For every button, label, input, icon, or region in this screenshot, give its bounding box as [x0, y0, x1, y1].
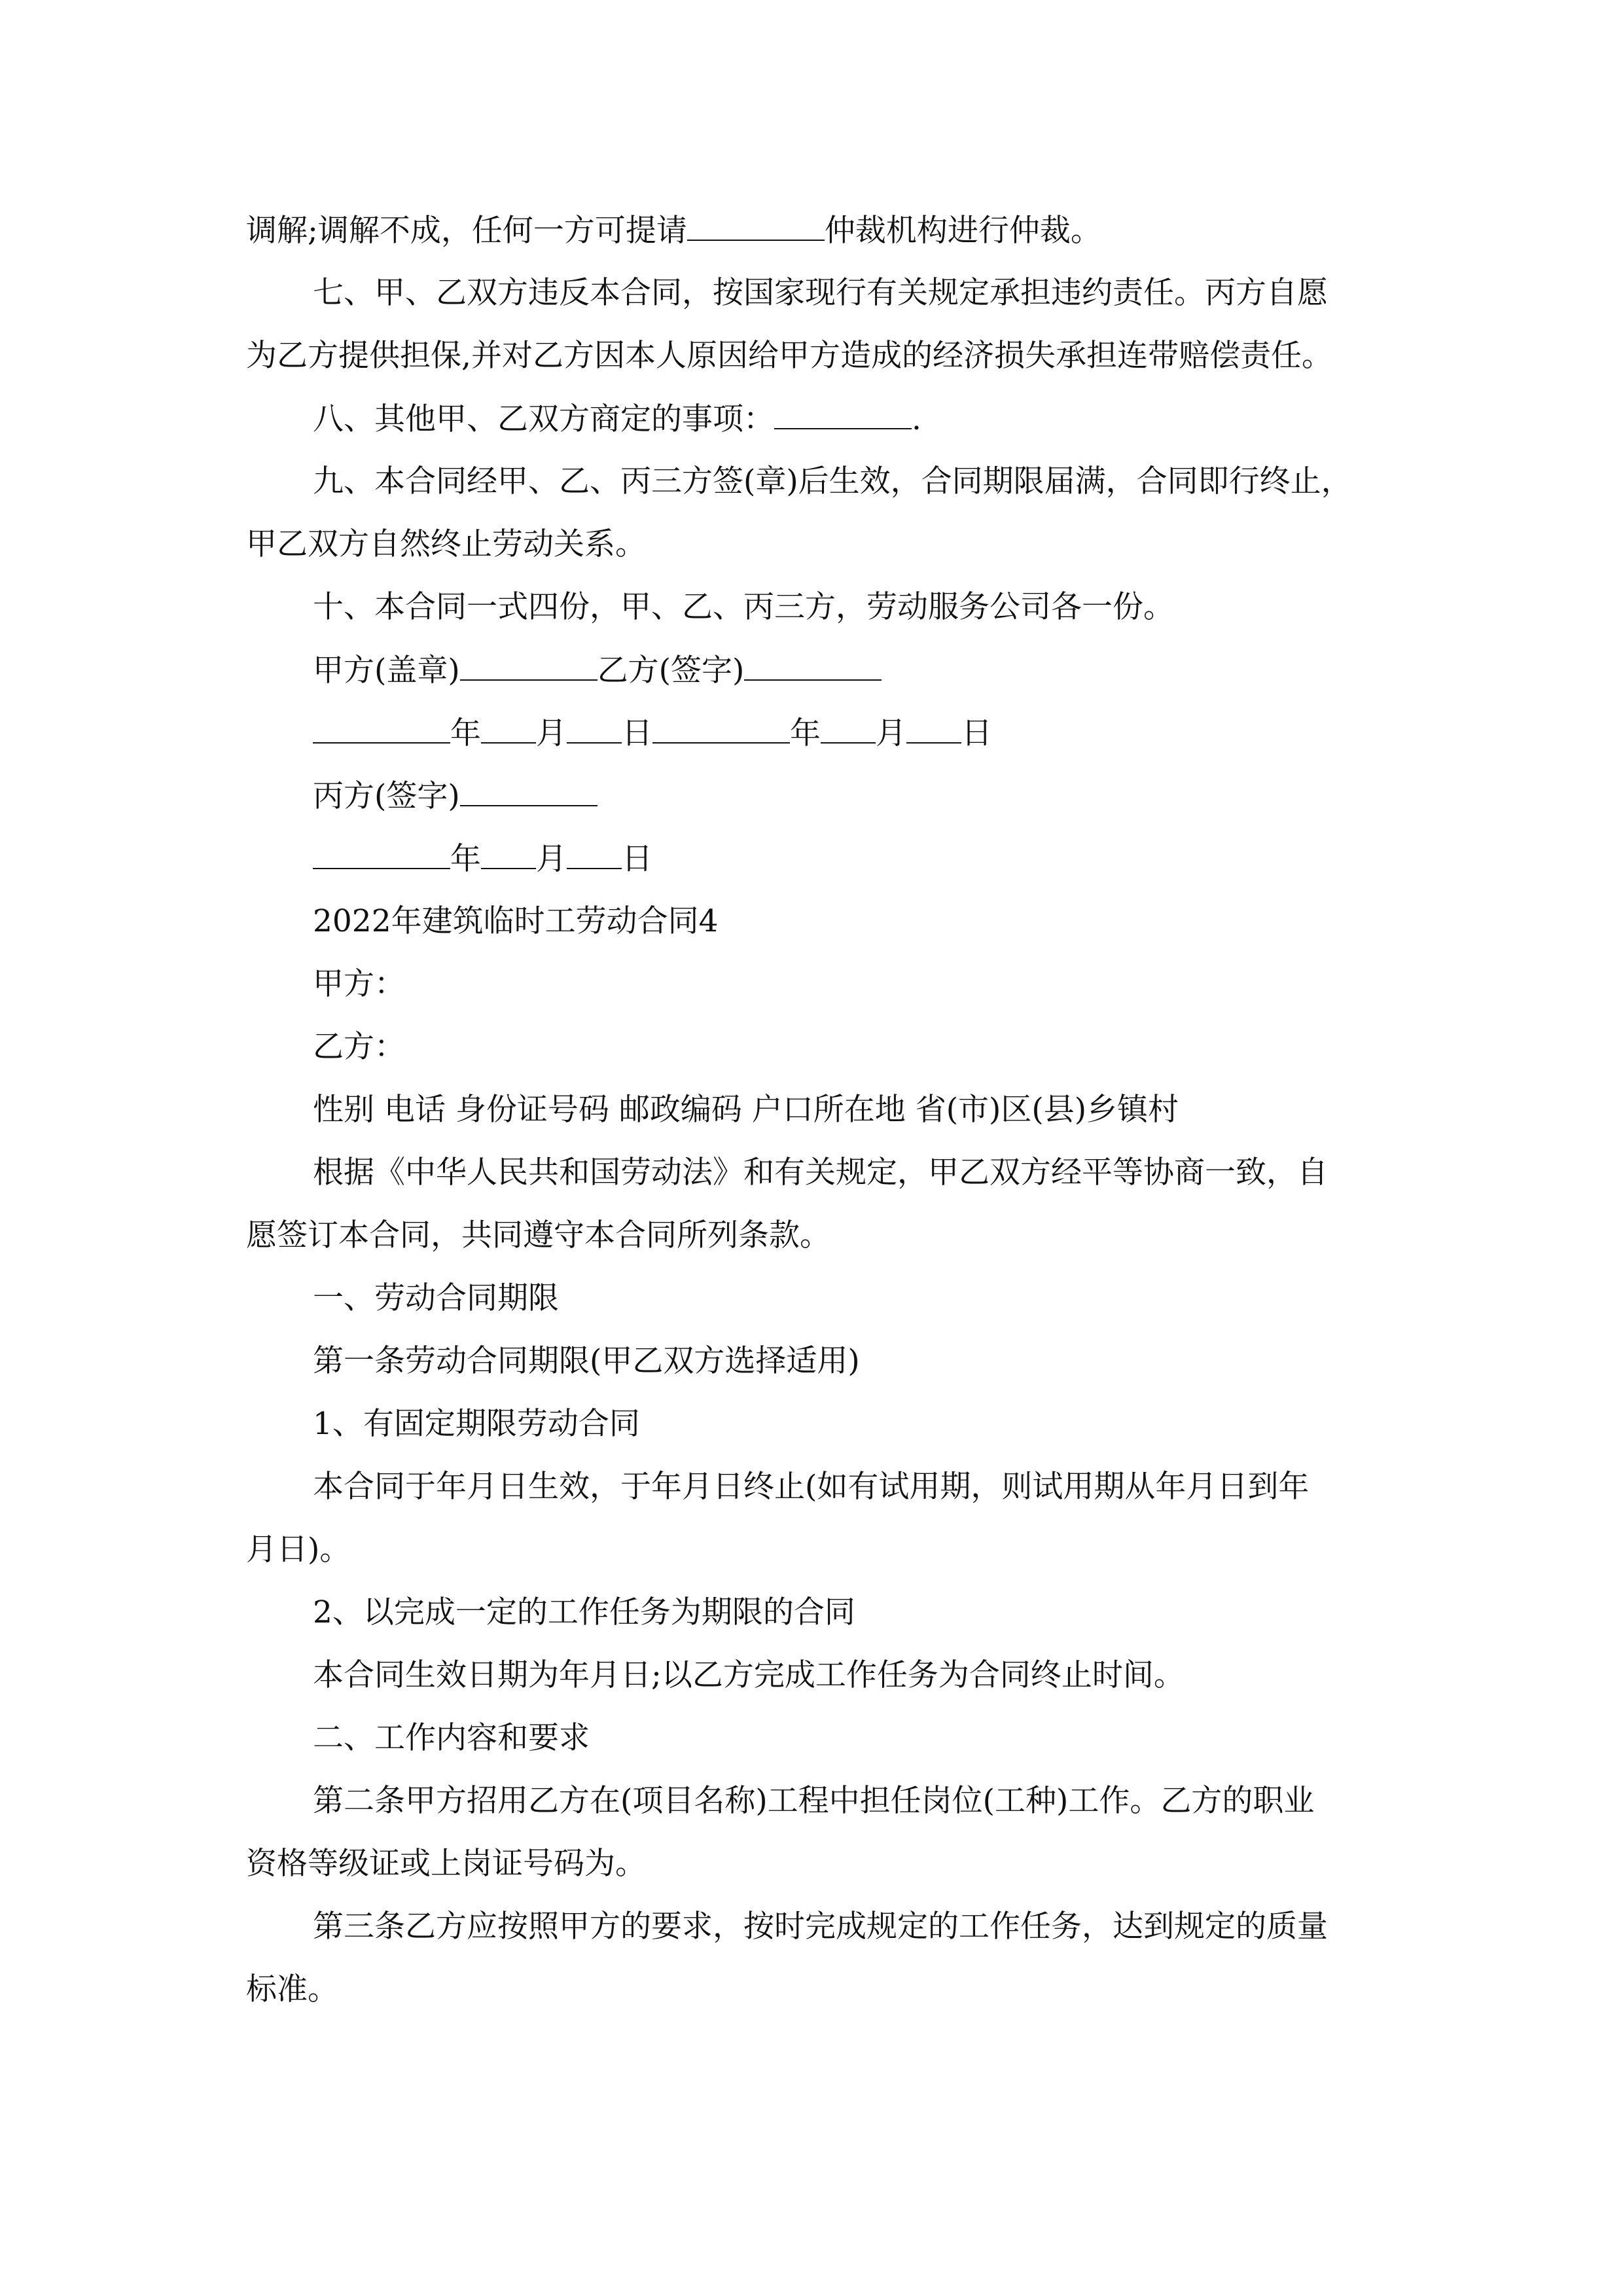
- text: 十、本合同一式四份，甲、乙、丙三方，劳动服务公司各一份。: [313, 589, 1174, 625]
- paragraph-line: [313, 1342, 1484, 1381]
- section-title: [313, 902, 1484, 941]
- paragraph-line: [313, 588, 1484, 627]
- paragraph-line: [313, 1028, 1484, 1067]
- text: 乙方：: [313, 1029, 405, 1065]
- blank-field: [313, 839, 450, 869]
- paragraph-line: [246, 336, 1418, 376]
- day-label: 日: [961, 715, 992, 751]
- text: 月日)。: [246, 1532, 351, 1568]
- paragraph-line: [246, 1970, 1418, 2009]
- text: .: [912, 401, 921, 437]
- text: 二、工作内容和要求: [313, 1720, 590, 1756]
- text: 调解;调解不成，任何一方可提请: [246, 213, 687, 249]
- blank-field: [687, 211, 825, 241]
- heading: [313, 1719, 1484, 1758]
- paragraph-line: [313, 1405, 1484, 1444]
- text: 甲方：: [313, 966, 405, 1002]
- blank-field: [652, 713, 790, 744]
- blank-field: [906, 713, 961, 744]
- paragraph-line: [313, 1656, 1484, 1695]
- paragraph-line: [246, 1530, 1418, 1570]
- text: 第二条甲方招用乙方在(项目名称)工程中担任岗位(工种)工作。乙方的职业: [313, 1783, 1315, 1819]
- year-label: 年: [450, 715, 481, 751]
- text: 本合同生效日期为年月日;以乙方完成工作任务为合同终止时间。: [313, 1657, 1185, 1693]
- text: 2022年建筑临时工劳动合同4: [313, 903, 719, 939]
- party-b-label: 乙方(签字): [597, 653, 745, 689]
- text: 资格等级证或上岗证号码为。: [246, 1846, 646, 1882]
- day-label: 日: [622, 715, 652, 751]
- blank-field: [774, 399, 912, 429]
- blank-field: [460, 776, 597, 806]
- blank-field: [567, 839, 622, 869]
- blank-field: [567, 713, 622, 744]
- text: 七、甲、乙双方违反本合同，按国家现行有关规定承担违约责任。丙方自愿: [313, 275, 1328, 311]
- text: 标准。: [246, 1971, 338, 2007]
- paragraph-line: [313, 1467, 1484, 1507]
- blank-field: [481, 713, 536, 744]
- text: 第三条乙方应按照甲方的要求，按时完成规定的工作任务，达到规定的质量: [313, 1909, 1328, 1945]
- blank-field: [313, 713, 450, 744]
- blank-field: [460, 651, 597, 681]
- text: 1、有固定期限劳动合同: [313, 1406, 640, 1442]
- paragraph-line: [313, 1782, 1484, 1821]
- month-label: 月: [536, 715, 567, 751]
- signature-line: [313, 776, 1484, 816]
- paragraph-line: [313, 1153, 1484, 1193]
- blank-field: [481, 839, 536, 869]
- text: 性别 电话 身份证号码 邮政编码 户口所在地 省(市)区(县)乡镇村: [313, 1092, 1179, 1128]
- paragraph-line: [313, 1090, 1484, 1130]
- month-label: 月: [536, 841, 567, 877]
- text: 仲裁机构进行仲裁。: [824, 213, 1101, 249]
- day-label: 日: [622, 841, 652, 877]
- paragraph-line: [313, 1593, 1484, 1632]
- paragraph-line: [313, 1907, 1484, 1946]
- text: 一、劳动合同期限: [313, 1280, 559, 1316]
- blank-field: [821, 713, 876, 744]
- paragraph-line: [313, 399, 1484, 439]
- heading: [313, 1279, 1484, 1318]
- paragraph-line: [246, 525, 1418, 564]
- text: 九、本合同经甲、乙、丙三方签(章)后生效，合同期限届满，合同即行终止，: [313, 463, 1352, 499]
- paragraph-line: [313, 965, 1484, 1004]
- month-label: 月: [876, 715, 906, 751]
- date-line: [313, 713, 1484, 753]
- paragraph-line: [246, 211, 1418, 251]
- text: 2、以完成一定的工作任务为期限的合同: [313, 1594, 855, 1630]
- text: 第一条劳动合同期限(甲乙双方选择适用): [313, 1343, 860, 1379]
- paragraph-line: [313, 462, 1484, 501]
- text: 愿签订本合同，共同遵守本合同所列条款。: [246, 1217, 830, 1253]
- blank-field: [744, 651, 882, 681]
- paragraph-line: [246, 1216, 1418, 1255]
- party-a-label: 甲方(盖章): [313, 653, 460, 689]
- text: 为乙方提供担保,并对乙方因本人原因给甲方造成的经济损失承担连带赔偿责任。: [246, 338, 1332, 374]
- paragraph-line: [313, 274, 1484, 313]
- text: 根据《中华人民共和国劳动法》和有关规定，甲乙双方经平等协商一致，自: [313, 1155, 1328, 1191]
- year-label: 年: [450, 841, 481, 877]
- text: 甲乙双方自然终止劳动关系。: [246, 526, 646, 562]
- text: 本合同于年月日生效，于年月日终止(如有试用期，则试用期从年月日到年: [313, 1469, 1310, 1505]
- paragraph-line: [246, 1844, 1418, 1884]
- party-c-label: 丙方(签字): [313, 778, 460, 814]
- year-label: 年: [790, 715, 821, 751]
- date-line: [313, 839, 1484, 879]
- signature-line: [313, 651, 1484, 691]
- text: 八、其他甲、乙双方商定的事项：: [313, 401, 774, 437]
